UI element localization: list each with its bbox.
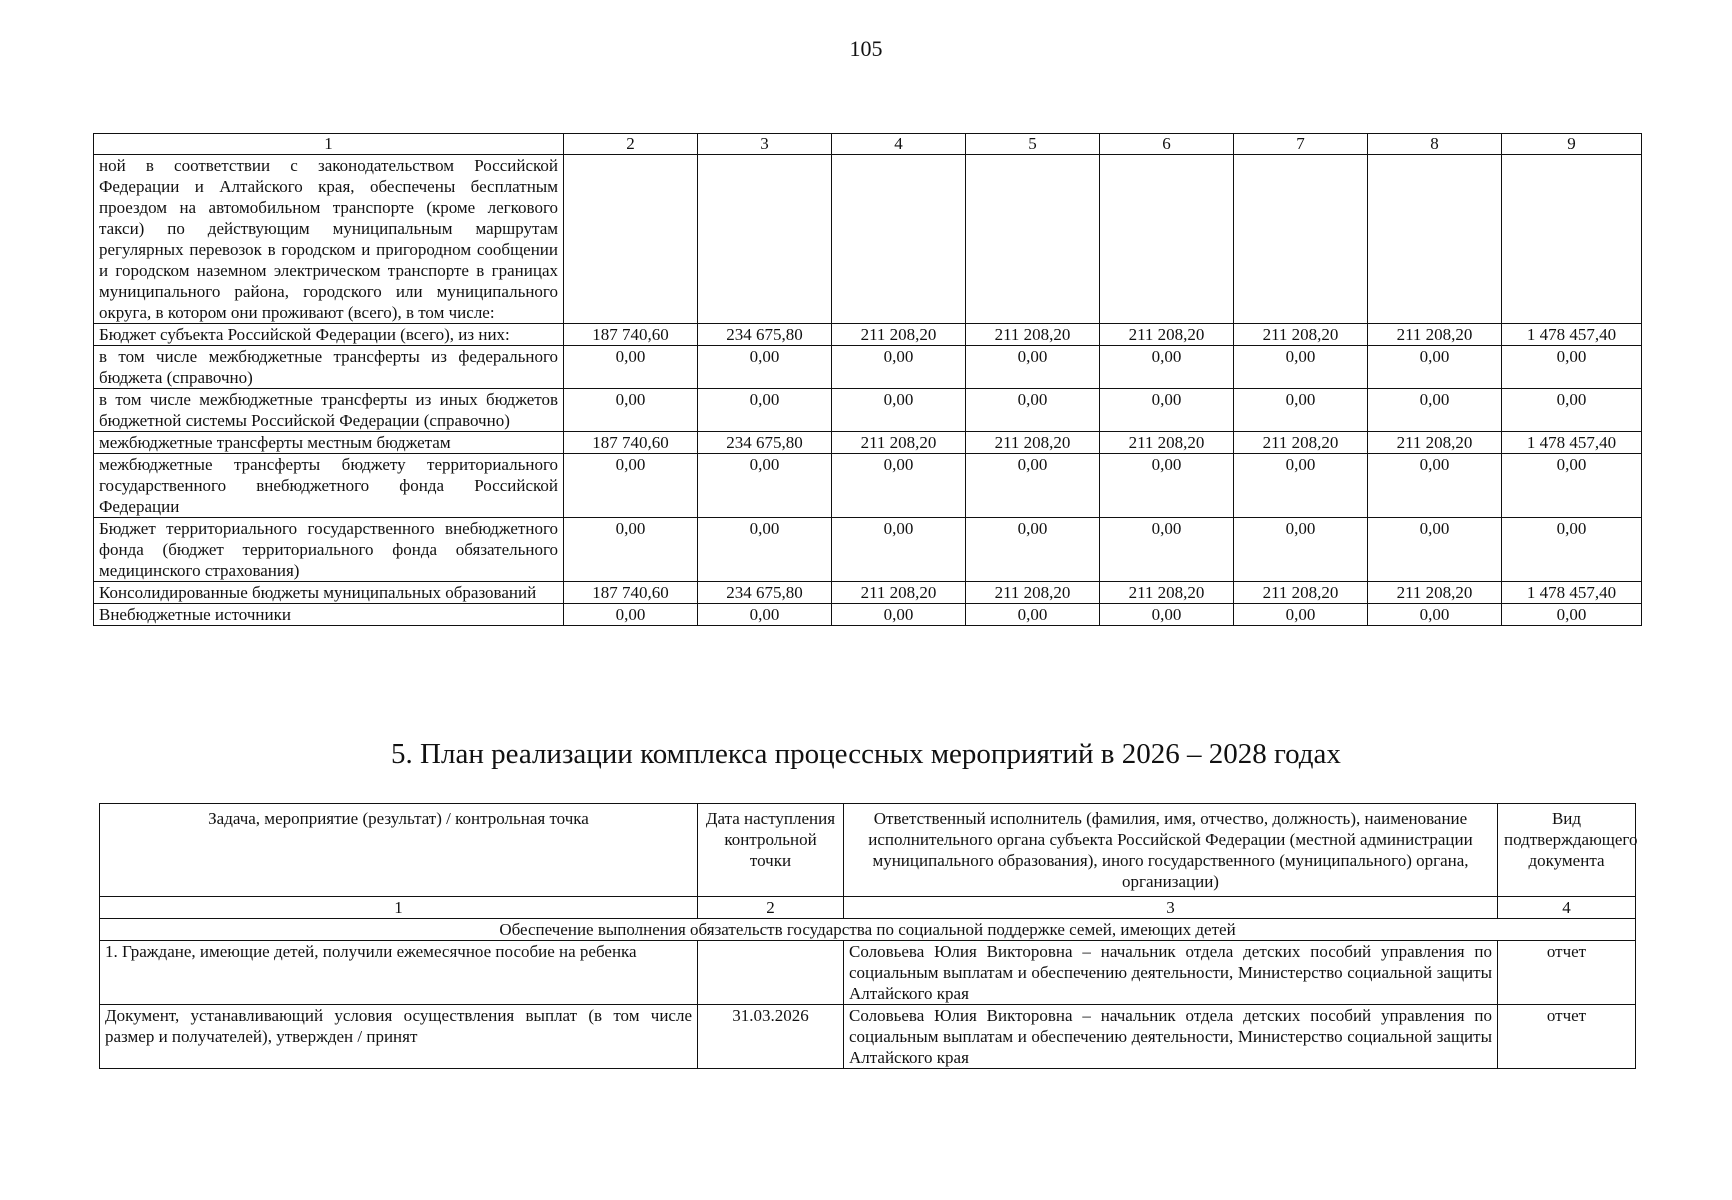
row-label: межбюджетные трансферты бюджету территориального государственного внебюджетного фонда Российской Федерации <box>94 454 564 518</box>
value-cell: 211 208,20 <box>1368 324 1502 346</box>
value-cell: 0,00 <box>1368 389 1502 432</box>
header-responsible: Ответственный исполнитель (фамилия, имя, отчество, должность), наименование исполнительного органа субъекта Российской Федерации (местной администрации муниципального образования), иного государственного (муниципального) органа, организации) <box>844 804 1498 897</box>
value-cell: 211 208,20 <box>966 432 1100 454</box>
value-cell <box>564 155 698 324</box>
group-title: Обеспечение выполнения обязательств государства по социальной поддержке семей, имеющих детей <box>100 919 1636 941</box>
value-cell: 0,00 <box>564 389 698 432</box>
column-index: 2 <box>564 134 698 155</box>
table-row <box>94 155 1642 324</box>
value-cell: 211 208,20 <box>1234 432 1368 454</box>
value-cell: 0,00 <box>564 518 698 582</box>
column-index: 4 <box>1498 897 1636 919</box>
table-row <box>94 324 1642 346</box>
value-cell <box>1502 155 1642 324</box>
value-cell: 211 208,20 <box>966 582 1100 604</box>
value-cell: 0,00 <box>1100 518 1234 582</box>
column-index: 8 <box>1368 134 1502 155</box>
value-cell: 0,00 <box>564 604 698 626</box>
value-cell: 187 740,60 <box>564 432 698 454</box>
value-cell: 0,00 <box>966 389 1100 432</box>
value-cell: 0,00 <box>966 454 1100 518</box>
value-cell: 211 208,20 <box>1100 324 1234 346</box>
value-cell: 0,00 <box>1100 389 1234 432</box>
table-row <box>94 346 1642 389</box>
value-cell: 211 208,20 <box>832 432 966 454</box>
value-cell: 211 208,20 <box>1368 432 1502 454</box>
column-index-row <box>100 897 1636 919</box>
column-index: 6 <box>1100 134 1234 155</box>
value-cell: 234 675,80 <box>698 324 832 346</box>
row-label: Консолидированные бюджеты муниципальных образований <box>94 582 564 604</box>
value-cell: 0,00 <box>1100 454 1234 518</box>
table-row <box>94 582 1642 604</box>
value-cell: 0,00 <box>1234 389 1368 432</box>
column-index: 1 <box>94 134 564 155</box>
column-index: 1 <box>100 897 698 919</box>
value-cell: 0,00 <box>832 604 966 626</box>
value-cell: 1 478 457,40 <box>1502 582 1642 604</box>
header-date: Дата наступления контрольной точки <box>698 804 844 897</box>
value-cell: 0,00 <box>698 604 832 626</box>
value-cell: 211 208,20 <box>832 582 966 604</box>
row-label: ной в соответствии с законодательством Российской Федерации и Алтайского края, обеспечены бесплатным проездом на автомобильном транспорте (кроме легкового такси) по действующим муниципальным маршрутам регулярных перевозок в городском и пригородном сообщении и городском наземном электрическом транспорте в границах муниципального района, городского или муниципального округа, в котором они проживают (всего), в том числе: <box>94 155 564 324</box>
value-cell: 0,00 <box>698 518 832 582</box>
value-cell: 234 675,80 <box>698 582 832 604</box>
value-cell: 187 740,60 <box>564 582 698 604</box>
column-index: 4 <box>832 134 966 155</box>
value-cell: 0,00 <box>1234 518 1368 582</box>
value-cell: 0,00 <box>1368 346 1502 389</box>
value-cell: 187 740,60 <box>564 324 698 346</box>
funding-table <box>93 133 1642 626</box>
value-cell: 0,00 <box>1502 346 1642 389</box>
section-title: 5. План реализации комплекса процессных мероприятий в 2026 – 2028 годах <box>391 738 1341 770</box>
value-cell: 0,00 <box>832 518 966 582</box>
column-index: 7 <box>1234 134 1368 155</box>
value-cell <box>1100 155 1234 324</box>
value-cell: 211 208,20 <box>1234 324 1368 346</box>
header-task: Задача, мероприятие (результат) / контрольная точка <box>100 804 698 897</box>
value-cell: 0,00 <box>1502 604 1642 626</box>
header-document-type: Вид подтверждающего документа <box>1498 804 1636 897</box>
value-cell: 1 478 457,40 <box>1502 432 1642 454</box>
value-cell: 211 208,20 <box>1368 582 1502 604</box>
table-row <box>100 941 1636 1005</box>
row-label: Бюджет субъекта Российской Федерации (всего), из них: <box>94 324 564 346</box>
page-number: 105 <box>849 36 883 61</box>
table-row <box>100 1005 1636 1069</box>
plan-table <box>99 803 1636 1069</box>
column-index: 5 <box>966 134 1100 155</box>
value-cell: 234 675,80 <box>698 432 832 454</box>
value-cell: 0,00 <box>1234 346 1368 389</box>
value-cell: 0,00 <box>966 518 1100 582</box>
value-cell: 0,00 <box>1100 604 1234 626</box>
value-cell: 0,00 <box>832 454 966 518</box>
value-cell: 1 478 457,40 <box>1502 324 1642 346</box>
row-label: Бюджет территориального государственного внебюджетного фонда (бюджет территориального фонда обязательного медицинского страхования) <box>94 518 564 582</box>
table-row <box>94 604 1642 626</box>
value-cell: 0,00 <box>1234 454 1368 518</box>
row-label: в том числе межбюджетные трансферты из федерального бюджета (справочно) <box>94 346 564 389</box>
responsible-cell: Соловьева Юлия Викторовна – начальник отдела детских пособий управления по социальным выплатам и обеспечению деятельности, Министерство социальной защиты Алтайского края <box>844 941 1498 1005</box>
value-cell: 0,00 <box>698 454 832 518</box>
value-cell: 211 208,20 <box>1100 582 1234 604</box>
row-label: в том числе межбюджетные трансферты из иных бюджетов бюджетной системы Российской Федерации (справочно) <box>94 389 564 432</box>
value-cell: 0,00 <box>564 454 698 518</box>
value-cell: 0,00 <box>832 346 966 389</box>
value-cell <box>1234 155 1368 324</box>
value-cell: 0,00 <box>698 389 832 432</box>
table-row <box>94 518 1642 582</box>
value-cell: 211 208,20 <box>832 324 966 346</box>
value-cell: 0,00 <box>1368 604 1502 626</box>
value-cell: 0,00 <box>966 346 1100 389</box>
date-cell <box>698 941 844 1005</box>
task-cell: Документ, устанавливающий условия осуществления выплат (в том числе размер и получателей), утвержден / принят <box>100 1005 698 1069</box>
value-cell: 0,00 <box>1368 518 1502 582</box>
value-cell: 0,00 <box>1502 454 1642 518</box>
column-index: 2 <box>698 897 844 919</box>
row-label: межбюджетные трансферты местным бюджетам <box>94 432 564 454</box>
value-cell: 211 208,20 <box>966 324 1100 346</box>
value-cell <box>1368 155 1502 324</box>
value-cell <box>698 155 832 324</box>
value-cell: 0,00 <box>1234 604 1368 626</box>
column-index: 9 <box>1502 134 1642 155</box>
task-cell: 1. Граждане, имеющие детей, получили ежемесячное пособие на ребенка <box>100 941 698 1005</box>
table-row <box>94 454 1642 518</box>
document-type-cell: отчет <box>1498 1005 1636 1069</box>
value-cell: 211 208,20 <box>1234 582 1368 604</box>
value-cell: 0,00 <box>832 389 966 432</box>
column-index: 3 <box>844 897 1498 919</box>
date-cell: 31.03.2026 <box>698 1005 844 1069</box>
table-row <box>94 389 1642 432</box>
responsible-cell: Соловьева Юлия Викторовна – начальник отдела детских пособий управления по социальным выплатам и обеспечению деятельности, Министерство социальной защиты Алтайского края <box>844 1005 1498 1069</box>
value-cell: 0,00 <box>698 346 832 389</box>
value-cell: 0,00 <box>1368 454 1502 518</box>
value-cell: 211 208,20 <box>1100 432 1234 454</box>
value-cell: 0,00 <box>966 604 1100 626</box>
document-type-cell: отчет <box>1498 941 1636 1005</box>
value-cell: 0,00 <box>1502 389 1642 432</box>
value-cell <box>966 155 1100 324</box>
plan-table-header-row <box>100 804 1636 897</box>
value-cell: 0,00 <box>564 346 698 389</box>
funding-table-header-row <box>94 134 1642 155</box>
group-title-row <box>100 919 1636 941</box>
value-cell: 0,00 <box>1100 346 1234 389</box>
value-cell <box>832 155 966 324</box>
value-cell: 0,00 <box>1502 518 1642 582</box>
table-row <box>94 432 1642 454</box>
column-index: 3 <box>698 134 832 155</box>
row-label: Внебюджетные источники <box>94 604 564 626</box>
